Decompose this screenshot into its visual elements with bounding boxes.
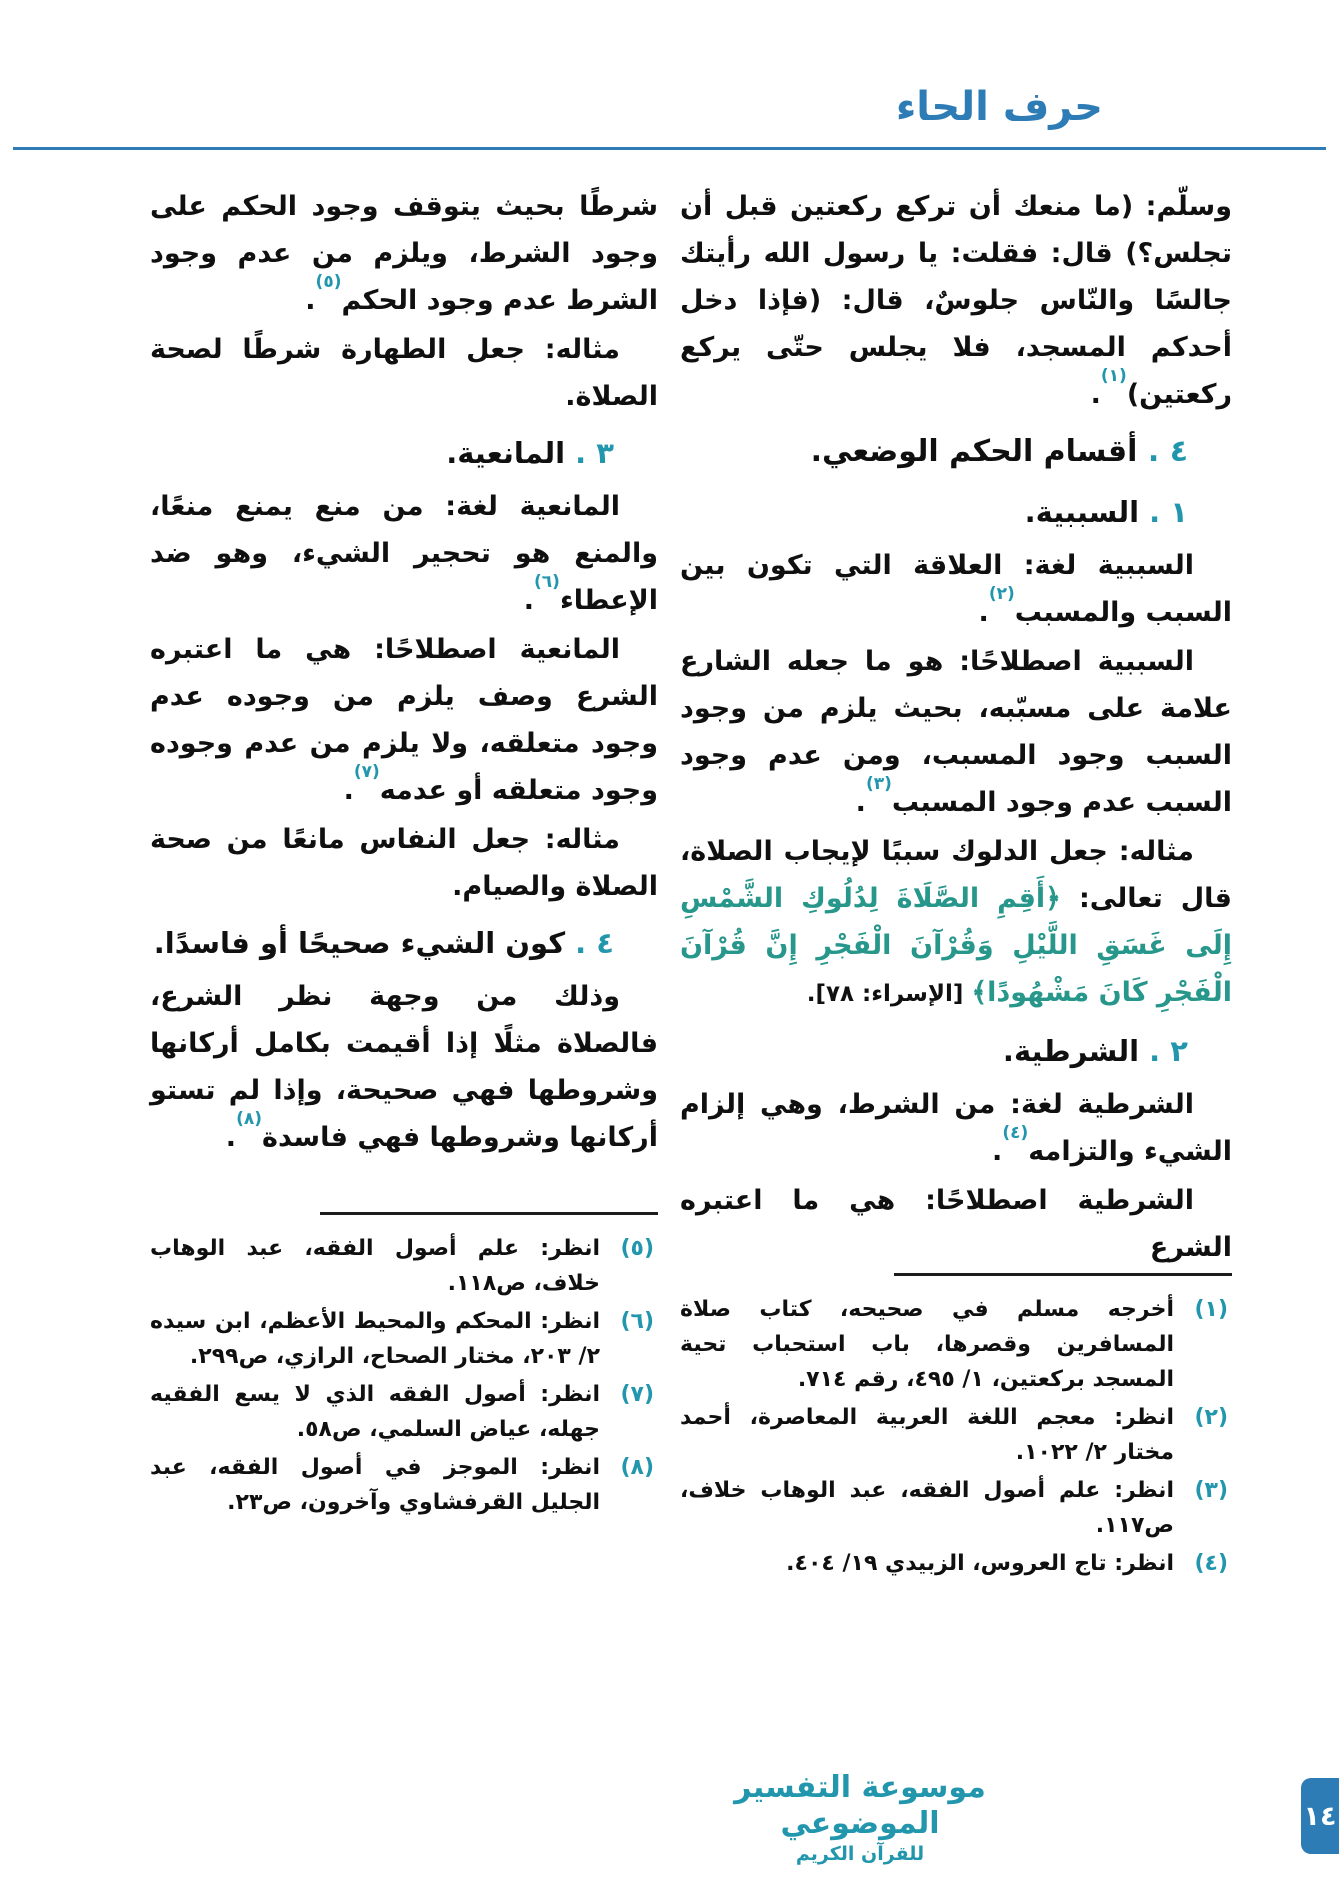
paragraph-quran (680, 828, 1232, 1018)
footnote-text: انظر: أصول الفقه الذي لا يسع الفقيه جهله، عياض السلمي، ص٥٨. (150, 1382, 600, 1442)
paragraph-example (150, 816, 658, 910)
paragraph-definition (150, 626, 658, 814)
paragraph-tail: . (1090, 379, 1101, 410)
footnote-ref-1: (١) (1100, 366, 1127, 386)
paragraph-text: مثاله: جعل النفاس مانعًا من صحة الصلاة والصيام. (150, 824, 658, 902)
text-columns (150, 183, 1232, 1576)
paragraph-text: مثاله: جعل الدلوك سببًا لإيجاب الصلاة، قال تعالى: (680, 836, 1232, 914)
paragraph-text: شرطًا بحيث يتوقف وجود الحكم على وجود الشرط، ويلزم من عدم وجود الشرط عدم وجود الحكم (150, 191, 658, 316)
paragraph-tail: . (343, 775, 354, 806)
footnote (150, 1377, 658, 1447)
footnote-ref-4: (٤) (1002, 1123, 1029, 1143)
footnote-number: (٢) (1194, 1405, 1228, 1430)
paragraph-tail: . (523, 585, 534, 616)
footnote-text: انظر: علم أصول الفقه، عبد الوهاب خلاف، ص١١٧. (680, 1478, 1174, 1538)
footnote-ref-8: (٨) (236, 1109, 263, 1129)
paragraph-text: السببية اصطلاحًا: هو ما جعله الشارع علامة على مسبّبه، بحيث يلزم من وجود السبب وجود المسبب، ومن عدم وجود السبب عدم وجود المسبب (680, 646, 1232, 818)
footnote-rule (320, 1212, 658, 1215)
paragraph-hadith (680, 183, 1232, 418)
heading-label: الشرطية. (1002, 1034, 1140, 1068)
footnote-number: (٨) (620, 1455, 654, 1480)
footnote-ref-5: (٥) (315, 272, 342, 292)
paragraph-text: السببية لغة: العلاقة التي تكون بين السبب والمسبب (680, 550, 1232, 628)
heading-number: ١ . (1149, 495, 1188, 529)
section-heading-main (680, 428, 1232, 475)
publisher-logo-line2: للقرآن الكريم (795, 1843, 925, 1865)
footnote-number: (٧) (620, 1382, 654, 1407)
heading-label: أقسام الحكم الوضعي. (810, 434, 1138, 469)
paragraph-tail: . (855, 787, 866, 818)
paragraph-definition (150, 483, 658, 624)
footnote-number: (١) (1194, 1297, 1228, 1322)
page-number-badge: ١٤ (1301, 1778, 1339, 1854)
section-heading-validity (150, 920, 658, 967)
section-heading-shartiyya (680, 1028, 1232, 1075)
paragraph-text: الشرطية لغة: من الشرط، وهي إلزام الشيء والتزامه (680, 1089, 1232, 1167)
footnote-ref-2: (٢) (988, 584, 1015, 604)
footnote-number: (٦) (620, 1309, 654, 1334)
paragraph-continuation (150, 183, 658, 324)
heading-label: المانعية. (446, 436, 566, 470)
paragraph-tail: . (225, 1122, 237, 1153)
footnote-number: (٤) (1194, 1551, 1228, 1576)
paragraph-definition (680, 638, 1232, 826)
footnote-number: (٣) (1194, 1478, 1228, 1503)
footnote (680, 1292, 1232, 1397)
section-heading-maniyya (150, 430, 658, 477)
footnote-text: انظر: علم أصول الفقه، عبد الوهاب خلاف، ص١١٨. (150, 1236, 600, 1296)
paragraph-tail: . (978, 597, 989, 628)
footnote-text: انظر: معجم اللغة العربية المعاصرة، أحمد مختار ٢/ ١٠٢٢. (680, 1405, 1174, 1465)
paragraph-text: المانعية اصطلاحًا: هي ما اعتبره الشرع وصف يلزم من وجوده عدم وجود متعلقه، ولا يلزم من عدم وجوده وجود متعلقه أو عدمه (150, 634, 658, 806)
column-right (680, 183, 1232, 1576)
paragraph-text: الشرطية اصطلاحًا: هي ما اعتبره الشرع (680, 1185, 1232, 1263)
footnote (150, 1450, 658, 1520)
footnotes-left (150, 1212, 658, 1523)
heading-number: ٤ . (1147, 434, 1188, 469)
footnote (680, 1473, 1232, 1543)
paragraph-text: وذلك من وجهة نظر الشرع، فالصلاة مثلًا إذا أقيمت بكامل أركانها وشروطها فهي صحيحة، وإذا لم تستو أركانها وشروطها فهي فاسدة (150, 981, 658, 1153)
publisher-logo-line1: موسوعة التفسير الموضوعي (734, 1770, 986, 1841)
section-heading-sababiyya (680, 489, 1232, 536)
footnote (150, 1304, 658, 1374)
footnote-ref-7: (٧) (353, 762, 380, 782)
footnote (680, 1400, 1232, 1470)
paragraph-definition (150, 973, 658, 1161)
footnote-ref-6: (٦) (534, 572, 560, 592)
column-left (150, 183, 658, 1523)
footnote (150, 1231, 658, 1301)
paragraph-example (150, 326, 658, 420)
footnote-text: أخرجه مسلم في صحيحه، كتاب صلاة المسافرين وقصرها، باب استحباب تحية المسجد بركعتين، ١/ ٤٩٥، رقم ٧١٤. (680, 1297, 1174, 1392)
verse-citation: [الإسراء: ٧٨]. (806, 981, 972, 1007)
paragraph-definition (680, 1177, 1232, 1271)
footnote-text: انظر: الموجز في أصول الفقه، عبد الجليل القرفشاوي وآخرون، ص٢٣. (150, 1455, 600, 1515)
paragraph-text: مثاله: جعل الطهارة شرطًا لصحة الصلاة. (150, 334, 658, 412)
paragraph-text: وسلّم: (ما منعك أن تركع ركعتين قبل أن تجلس؟) قال: فقلت: يا رسول الله رأيتك جالسًا والنّاس جلوسٌ، قال: (فإذا دخل أحدكم المسجد، فلا يجلس حتّى يركع ركعتين) (680, 191, 1232, 410)
heading-number: ٣ . (575, 436, 614, 470)
heading-number: ٤ . (575, 926, 614, 960)
paragraph-definition (680, 1081, 1232, 1175)
heading-label: كون الشيء صحيحًا أو فاسدًا. (153, 926, 566, 960)
footnote-ref-3: (٣) (865, 774, 892, 794)
paragraph-tail: . (305, 285, 316, 316)
footnote-rule (894, 1273, 1232, 1276)
footnote-text: انظر: تاج العروس، الزبيدي ١٩/ ٤٠٤. (786, 1551, 1174, 1576)
footnote-text: انظر: المحكم والمحيط الأعظم، ابن سيده ٢/ ٢٠٣، مختار الصحاح، الرازي، ص٢٩٩. (150, 1309, 600, 1369)
quran-verse: ﴿أَقِمِ الصَّلَاةَ لِدُلُوكِ الشَّمْسِ إِلَى غَسَقِ اللَّيْلِ وَقُرْآنَ الْفَجْرِ إِنَّ قُرْآنَ الْفَجْرِ كَانَ مَشْهُودًا﴾ (680, 883, 1232, 1008)
paragraph-tail: . (992, 1136, 1003, 1167)
paragraph-definition (680, 542, 1232, 636)
header-rule (13, 147, 1326, 150)
publisher-logo (690, 1770, 1030, 1866)
paragraph-text: المانعية لغة: من منع يمنع منعًا، والمنع هو تحجير الشيء، وهو ضد الإعطاء (150, 491, 658, 616)
heading-label: السببية. (1024, 495, 1140, 529)
footnote (680, 1546, 1232, 1581)
chapter-title: حرف الحاء (895, 84, 1103, 130)
footnotes-right (680, 1273, 1232, 1584)
heading-number: ٢ . (1149, 1034, 1188, 1068)
footnote-number: (٥) (620, 1236, 654, 1261)
